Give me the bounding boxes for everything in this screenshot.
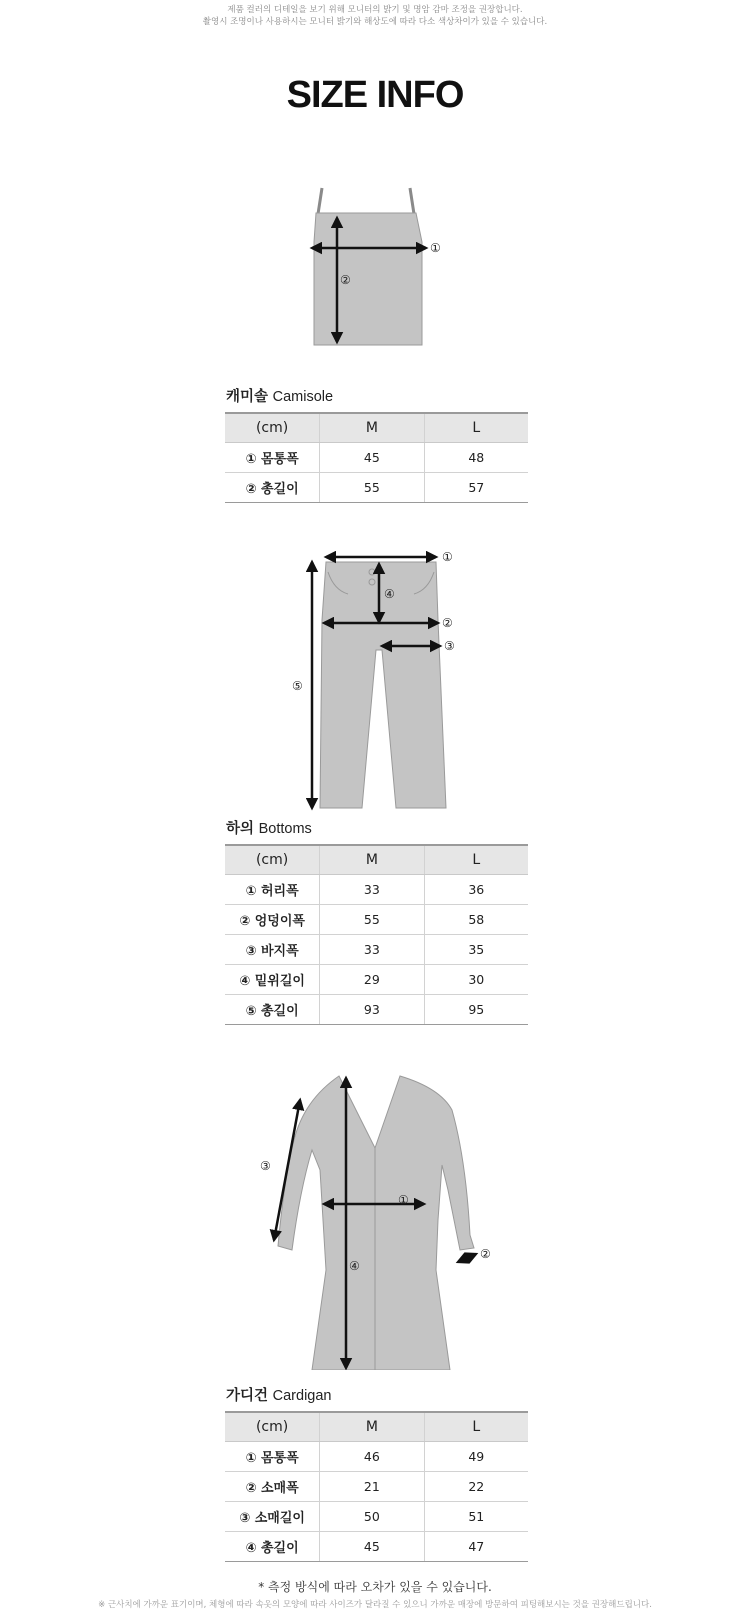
size-value-m: 33 — [320, 935, 424, 965]
cardigan-size-table — [225, 1411, 528, 1562]
row-label: ② 총길이 — [225, 473, 320, 503]
column-header: (cm) — [225, 413, 320, 443]
size-value-m: 50 — [320, 1502, 424, 1532]
table-row — [225, 1532, 528, 1562]
row-label: ④ 밑위길이 — [225, 965, 320, 995]
bottoms-marker-4: ④ — [384, 587, 395, 601]
column-header: L — [424, 845, 528, 875]
table-row — [225, 473, 528, 503]
column-header: (cm) — [225, 845, 320, 875]
column-header: M — [320, 1412, 424, 1442]
column-header: L — [424, 1412, 528, 1442]
cardigan-caption — [226, 1384, 331, 1405]
table-row — [225, 1442, 528, 1472]
size-value-l: 36 — [424, 875, 528, 905]
table-row — [225, 443, 528, 473]
cardigan-marker-1: ① — [398, 1193, 409, 1207]
bottoms-size-table — [225, 844, 528, 1025]
measurement-note: * 측정 방식에 따라 오차가 있을 수 있습니다. — [258, 1580, 492, 1594]
size-value-l: 95 — [424, 995, 528, 1025]
size-value-l: 58 — [424, 905, 528, 935]
bottoms-name-en: Bottoms — [258, 821, 312, 837]
table-row — [225, 905, 528, 935]
page-title: SIZE INFO — [286, 74, 464, 116]
camisole-strap-left — [318, 188, 322, 214]
table-header-row — [225, 845, 528, 875]
row-label: ① 허리폭 — [225, 875, 320, 905]
camisole-name-en: Camisole — [272, 389, 334, 405]
table-row — [225, 1502, 528, 1532]
pants-body — [320, 562, 446, 808]
camisole-body — [314, 213, 422, 345]
row-label: ③ 바지폭 — [225, 935, 320, 965]
cardigan-marker-3: ③ — [260, 1159, 271, 1173]
row-label: ① 몸통폭 — [225, 1442, 320, 1472]
column-header: M — [320, 413, 424, 443]
camisole-marker-2: ② — [340, 273, 351, 287]
row-label: ① 몸통폭 — [225, 443, 320, 473]
size-value-m: 55 — [320, 905, 424, 935]
camisole-marker-1: ① — [430, 241, 441, 255]
bottoms-name-ko: 하의 — [226, 821, 255, 837]
camisole-caption — [226, 385, 333, 406]
camisole-strap-right — [410, 188, 414, 214]
size-value-m: 93 — [320, 995, 424, 1025]
size-value-l: 47 — [424, 1532, 528, 1562]
table-row — [225, 965, 528, 995]
table-header-row — [225, 1412, 528, 1442]
size-value-l: 22 — [424, 1472, 528, 1502]
bottoms-illustration — [0, 550, 750, 820]
cardigan-illustration — [0, 1070, 750, 1370]
bottoms-marker-3: ③ — [444, 639, 455, 653]
size-value-l: 51 — [424, 1502, 528, 1532]
size-value-m: 21 — [320, 1472, 424, 1502]
size-value-m: 45 — [320, 443, 424, 473]
cardigan-marker-2: ② — [480, 1247, 491, 1261]
notice-line-1: 제품 컬러의 디테일을 보기 위해 모니터의 밝기 및 명암 감마 조정을 권장합니다. — [227, 5, 523, 15]
fitting-disclaimer: ※ 근사치에 가까운 표기이며, 체형에 따라 속옷의 모양에 따라 사이즈가 달라질 수 있으니 가까운 매장에 방문하여 피팅해보시는 것을 권장해드립니다. — [98, 1600, 652, 1610]
size-value-l: 57 — [424, 473, 528, 503]
size-value-m: 46 — [320, 1442, 424, 1472]
cardigan-name-ko: 가디건 — [226, 1388, 269, 1404]
camisole-illustration — [0, 180, 750, 360]
row-label: ② 엉덩이폭 — [225, 905, 320, 935]
size-value-l: 35 — [424, 935, 528, 965]
row-label: ⑤ 총길이 — [225, 995, 320, 1025]
size-value-m: 55 — [320, 473, 424, 503]
bottoms-marker-5: ⑤ — [292, 679, 303, 693]
size-value-m: 33 — [320, 875, 424, 905]
size-value-l: 49 — [424, 1442, 528, 1472]
camisole-size-table — [225, 412, 528, 503]
table-row — [225, 1472, 528, 1502]
row-label: ② 소매폭 — [225, 1472, 320, 1502]
sleeve-width-arrow — [458, 1254, 476, 1262]
column-header: L — [424, 413, 528, 443]
bottoms-marker-2: ② — [442, 616, 453, 630]
size-value-m: 45 — [320, 1532, 424, 1562]
camisole-name-ko: 캐미솔 — [226, 389, 269, 405]
table-row — [225, 995, 528, 1025]
table-row — [225, 875, 528, 905]
size-value-l: 30 — [424, 965, 528, 995]
notice-line-2: 촬영시 조명이나 사용하시는 모니터 밝기와 해상도에 따라 다소 색상차이가 있을 수 있습니다. — [202, 17, 548, 27]
table-header-row — [225, 413, 528, 443]
row-label: ③ 소매길이 — [225, 1502, 320, 1532]
column-header: M — [320, 845, 424, 875]
cardigan-marker-4: ④ — [349, 1259, 360, 1273]
column-header: (cm) — [225, 1412, 320, 1442]
bottoms-marker-1: ① — [442, 550, 453, 564]
row-label: ④ 총길이 — [225, 1532, 320, 1562]
size-value-l: 48 — [424, 443, 528, 473]
table-row — [225, 935, 528, 965]
bottoms-caption — [226, 817, 312, 838]
cardigan-name-en: Cardigan — [272, 1388, 332, 1404]
size-value-m: 29 — [320, 965, 424, 995]
cardigan-body — [278, 1076, 474, 1370]
